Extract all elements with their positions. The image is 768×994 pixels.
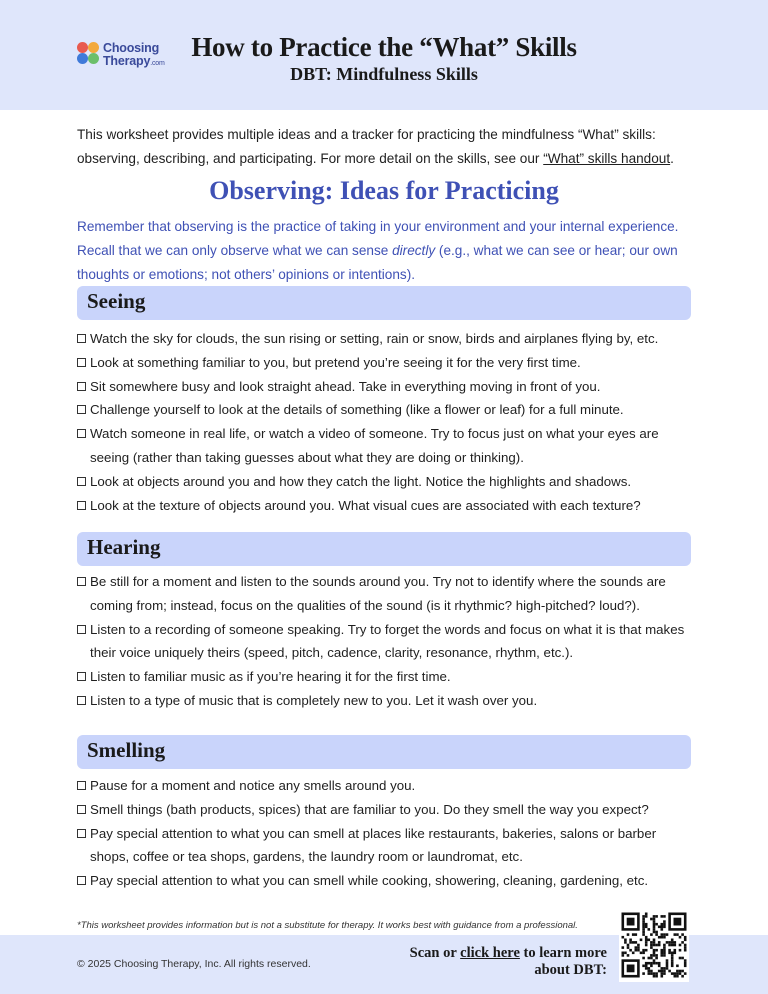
intro-text: This worksheet provides multiple ideas and a tracker for practicing the mindfulness “What” skills: observing, describing, and participating. For more detail on the skills, see our	[77, 127, 656, 166]
disclaimer: *This worksheet provides information but is not a substitute for therapy. It works best with guidance from a professional.	[77, 920, 578, 931]
click-here-link[interactable]: click here	[460, 945, 520, 961]
logo-line-1: Choosing	[103, 41, 160, 55]
checkbox-icon[interactable]	[77, 382, 86, 391]
checkbox-icon[interactable]	[77, 696, 86, 705]
observing-note	[77, 215, 697, 287]
checklist-item	[77, 375, 697, 399]
what-skills-handout-link[interactable]: “What” skills handout	[543, 151, 671, 166]
observing-note-text-end: (e.g., what we can see or hear; our own thoughts or emotions; not others’ opinions or intentions).	[77, 243, 678, 282]
logo-suffix: .com	[150, 60, 165, 67]
hearing-category-title: Hearing	[87, 535, 161, 559]
checklist-item-text: Smell things (bath products, spices) that are familiar to you. Do they smell the way you expect?	[90, 801, 649, 817]
observing-note-emphasis: directly	[392, 243, 436, 258]
smelling-category-bar	[77, 735, 691, 769]
seeing-checklist	[77, 327, 697, 517]
scan-text: Scan or	[409, 945, 461, 961]
checkbox-icon[interactable]	[77, 672, 86, 681]
checkbox-icon[interactable]	[77, 625, 86, 634]
smelling-checklist	[77, 774, 697, 893]
observing-section-title: Observing: Ideas for Practicing	[209, 176, 559, 205]
hearing-checklist	[77, 570, 697, 713]
checklist-item	[77, 689, 697, 713]
seeing-category-bar	[77, 286, 691, 320]
checklist-item-text: Pay special attention to what you can smell while cooking, showering, cleaning, gardening, etc.	[90, 873, 649, 889]
checklist-item-text: Watch the sky for clouds, the sun rising or setting, rain or snow, birds and airplanes flying by, etc.	[90, 331, 659, 346]
checklist-item-text: Look at the texture of objects around you. What visual cues are associated with each texture?	[90, 497, 641, 513]
checklist-item-text: Listen to a type of music that is completely new to you. Let it wash over you.	[90, 692, 538, 708]
checklist-item-text: Challenge yourself to look at the details of something (like a flower or leaf) for a full minute.	[90, 402, 624, 418]
checkbox-icon[interactable]	[77, 829, 86, 838]
checklist-item-text: Be still for a moment and listen to the sounds around you. Try not to identify where the sounds are coming from; instead, focus on the qualities of the sound (is it rhythmic? high-pitched? loud?).	[90, 574, 666, 613]
checklist-item-text: Listen to a recording of someone speaking. Try to forget the words and focus on what it is that makes their voice uniquely theirs (speed, pitch, cadence, clarity, resonance, rhythm, etc.).	[90, 621, 685, 661]
scan-text-end: to learn more about DBT:	[519, 945, 607, 978]
checklist-item	[77, 869, 697, 893]
checklist-item	[77, 665, 697, 689]
qr-code-icon[interactable]	[619, 908, 689, 982]
checklist-item	[77, 494, 697, 518]
checklist-item	[77, 618, 697, 666]
checkbox-icon[interactable]	[77, 477, 86, 486]
checkbox-icon[interactable]	[77, 405, 86, 414]
checkbox-icon[interactable]	[77, 876, 86, 885]
qr-code-graphic	[619, 908, 689, 982]
checklist-item	[77, 351, 697, 375]
checklist-item-text: Sit somewhere busy and look straight ahead. Take in everything moving in front of you.	[90, 378, 601, 394]
observing-note-text: Remember that observing is the practice of taking in your environment and your internal experience. Recall that we can only observe what we can sense	[77, 219, 679, 258]
checklist-item-text: Pay special attention to what you can smell at places like restaurants, bakeries, salons or barber shops, coffee or tea shops, gardens, the laundry room or laundromat, etc.	[90, 825, 657, 865]
checkbox-icon[interactable]	[77, 577, 86, 586]
checklist-item	[77, 570, 697, 618]
checklist-item	[77, 798, 697, 822]
checklist-item-text: Look at something familiar to you, but pretend you’re seeing it for the very first time.	[90, 354, 581, 370]
intro-paragraph	[77, 123, 697, 171]
checklist-item	[77, 470, 697, 494]
checklist-item	[77, 822, 697, 870]
checklist-item-text: Pause for a moment and notice any smells around you.	[90, 778, 416, 793]
smelling-category-title: Smelling	[87, 738, 166, 762]
checkbox-icon[interactable]	[77, 358, 86, 367]
logo-line-2-text: Therapy	[103, 54, 151, 68]
checkbox-icon[interactable]	[77, 805, 86, 814]
checklist-item-text: Listen to familiar music as if you’re hearing it for the first time.	[90, 669, 451, 685]
checklist-item	[77, 327, 697, 351]
checkbox-icon[interactable]	[77, 429, 86, 438]
checklist-item	[77, 398, 697, 422]
page-title: How to Practice the “What” Skills	[191, 32, 577, 62]
seeing-category-title: Seeing	[87, 289, 146, 313]
checklist-item-text: Look at objects around you and how they catch the light. Notice the highlights and shadows.	[90, 473, 632, 489]
checklist-item	[77, 422, 697, 470]
checklist-item	[77, 774, 697, 798]
hearing-category-bar	[77, 532, 691, 566]
page-subtitle: DBT: Mindfulness Skills	[290, 64, 478, 84]
copyright: © 2025 Choosing Therapy, Inc. All rights reserved.	[77, 958, 311, 970]
scan-prompt	[390, 945, 607, 979]
intro-text-end: .	[670, 151, 674, 166]
checkbox-icon[interactable]	[77, 334, 86, 343]
checkbox-icon[interactable]	[77, 781, 86, 790]
checklist-item-text: Watch someone in real life, or watch a video of someone. Try to focus just on what your eyes are seeing (rather than taking guesses about what they are doing or thinking).	[90, 426, 659, 465]
checkbox-icon[interactable]	[77, 501, 86, 510]
